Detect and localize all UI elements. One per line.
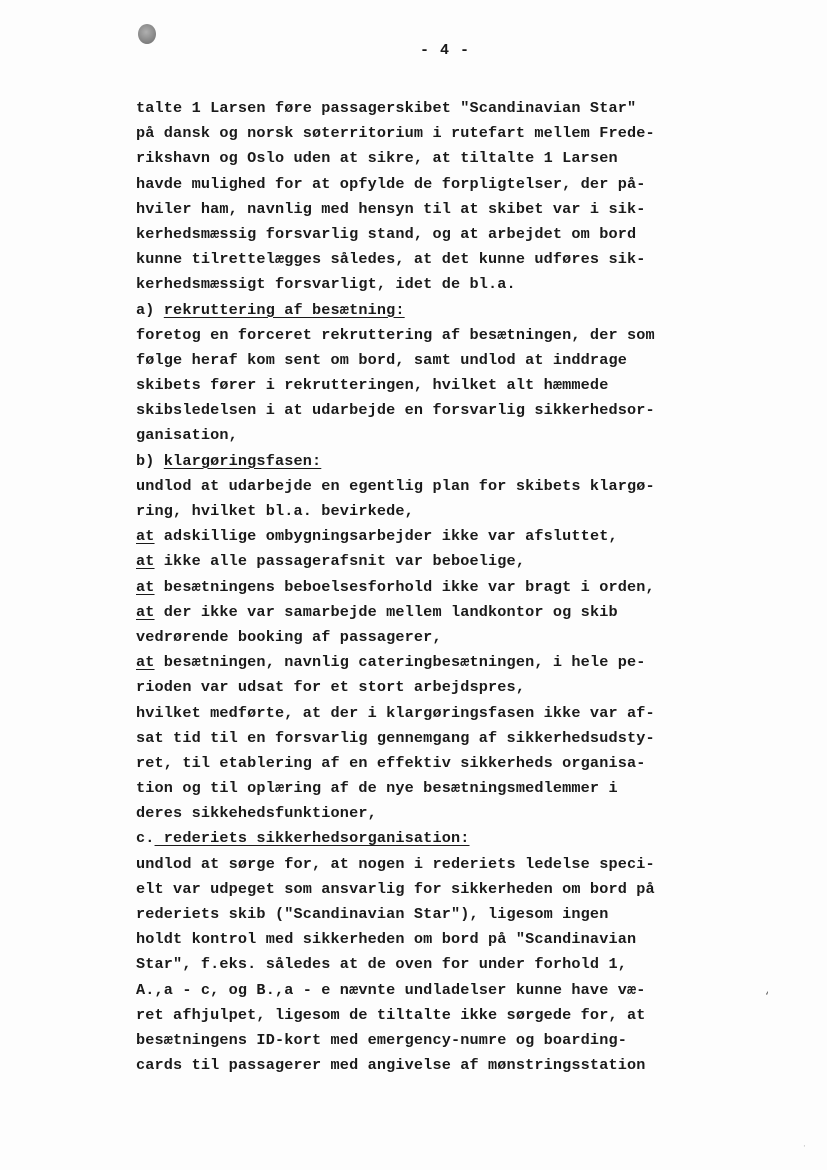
text-line <box>136 877 716 902</box>
text-line <box>136 927 716 952</box>
text-segment: følge heraf kom sent om bord, samt undlod at inddrage <box>136 350 627 369</box>
text-segment: kunne tilrettelægges således, at det kunne udføres sik- <box>136 250 646 269</box>
text-segment: undlod at sørge for, at nogen i rederiets ledelse speci- <box>136 854 655 873</box>
text-segment: havde mulighed for at opfylde de forpligtelser, der på- <box>136 174 646 193</box>
text-segment: hvilket medførte, at der i klargøringsfasen ikke var af- <box>136 703 655 722</box>
text-line <box>136 474 716 499</box>
text-line <box>136 423 716 448</box>
text-line <box>136 726 716 751</box>
underlined-text: at <box>136 527 155 546</box>
underlined-text: klargøringsfasen: <box>163 451 322 470</box>
text-segment: skibsledelsen i at udarbejde en forsvarlig sikkerhedsor- <box>136 401 655 420</box>
text-line <box>136 625 716 650</box>
text-line <box>136 675 716 700</box>
text-segment: ikke alle passagerafsnit var beboelige, <box>154 552 526 571</box>
scan-speck: · <box>802 1142 807 1151</box>
text-segment: hviler ham, navnlig med hensyn til at skibet var i sik- <box>136 199 646 218</box>
underlined-text: at <box>136 552 155 571</box>
text-segment: kerhedsmæssig forsvarlig stand, og at arbejdet om bord <box>136 224 637 243</box>
text-line <box>136 1053 716 1078</box>
text-line <box>136 852 716 877</box>
text-segment: sat tid til en forsvarlig gennemgang af sikkerhedsudsty- <box>136 728 655 747</box>
underlined-text: rekruttering af besætning: <box>163 300 405 319</box>
text-segment: der ikke var samarbejde mellem landkontor og skib <box>154 602 618 621</box>
text-segment: a) <box>136 300 164 319</box>
text-line <box>136 902 716 927</box>
underlined-text: at <box>136 653 155 672</box>
text-segment: talte 1 Larsen føre passagerskibet "Scandinavian Star" <box>136 99 637 117</box>
text-line <box>136 978 716 1003</box>
text-line <box>136 298 716 323</box>
text-line <box>136 172 716 197</box>
text-segment: besætningen, navnlig cateringbesætningen, i hele pe- <box>154 653 646 672</box>
underlined-text: at <box>136 602 155 621</box>
text-line <box>136 323 716 348</box>
text-line <box>136 449 716 474</box>
text-line <box>136 751 716 776</box>
text-segment: foretog en forceret rekruttering af besætningen, der som <box>136 325 655 344</box>
text-segment: elt var udpeget som ansvarlig for sikkerheden om bord på <box>136 879 655 898</box>
text-line <box>136 146 716 171</box>
text-line <box>136 121 716 146</box>
underlined-text: rederiets sikkerhedsorganisation: <box>154 829 470 848</box>
text-line <box>136 776 716 801</box>
text-segment: Star", f.eks. således at de oven for under forhold 1, <box>136 955 627 974</box>
margin-mark: ‘ <box>764 992 771 1003</box>
text-segment: undlod at udarbejde en egentlig plan for skibets klargø- <box>136 476 655 495</box>
text-line <box>136 499 716 524</box>
body-text <box>136 96 716 1078</box>
text-segment: på dansk og norsk søterritorium i rutefart mellem Frede- <box>136 124 655 143</box>
text-segment: vedrørende booking af passagerer, <box>136 627 442 646</box>
punch-hole-mark <box>138 24 156 44</box>
text-line <box>136 1028 716 1053</box>
text-line <box>136 348 716 373</box>
text-segment: besætningens beboelsesforhold ikke var bragt i orden, <box>154 577 655 596</box>
text-segment: rikshavn og Oslo uden at sikre, at tiltalte 1 Larsen <box>136 149 618 168</box>
text-segment: besætningens ID-kort med emergency-numre og boarding- <box>136 1030 627 1049</box>
text-line <box>136 96 716 121</box>
text-segment: kerhedsmæssigt forsvarligt, idet de bl.a. <box>136 275 516 294</box>
text-segment: b) <box>136 451 164 470</box>
text-segment: cards til passagerer med angivelse af mønstringsstation <box>136 1056 646 1075</box>
underlined-text: at <box>136 577 155 596</box>
text-line <box>136 197 716 222</box>
text-line <box>136 701 716 726</box>
text-segment: rioden var udsat for et stort arbejdspres, <box>136 678 526 697</box>
text-segment: rederiets skib ("Scandinavian Star"), ligesom ingen <box>136 905 609 923</box>
text-line <box>136 373 716 398</box>
text-line <box>136 524 716 549</box>
text-line <box>136 222 716 247</box>
text-line <box>136 549 716 574</box>
text-line <box>136 575 716 600</box>
text-segment: holdt kontrol med sikkerheden om bord på "Scandinavian <box>136 930 637 949</box>
text-line <box>136 600 716 625</box>
text-line <box>136 952 716 977</box>
text-line <box>136 1003 716 1028</box>
text-line <box>136 247 716 272</box>
text-line <box>136 398 716 423</box>
text-segment: skibets fører i rekrutteringen, hvilket alt hæmmede <box>136 376 609 395</box>
text-line <box>136 826 716 851</box>
text-segment: ret afhjulpet, ligesom de tiltalte ikke sørgede for, at <box>136 1005 646 1024</box>
text-line <box>136 801 716 826</box>
page-number: - 4 - <box>420 42 471 59</box>
text-segment: c. <box>136 829 155 848</box>
text-segment: A.,a - c, og B.,a - e nævnte undladelser kunne have væ- <box>136 980 646 999</box>
text-segment: deres sikkehedsfunktioner, <box>136 804 377 823</box>
text-segment: adskillige ombygningsarbejder ikke var afsluttet, <box>154 527 618 546</box>
text-segment: ring, hvilket bl.a. bevirkede, <box>136 502 414 520</box>
text-segment: ganisation, <box>136 426 238 445</box>
text-line <box>136 272 716 297</box>
text-segment: ret, til etablering af en effektiv sikkerheds organisa- <box>136 753 646 772</box>
text-line <box>136 650 716 675</box>
text-segment: tion og til oplæring af de nye besætningsmedlemmer i <box>136 779 618 798</box>
